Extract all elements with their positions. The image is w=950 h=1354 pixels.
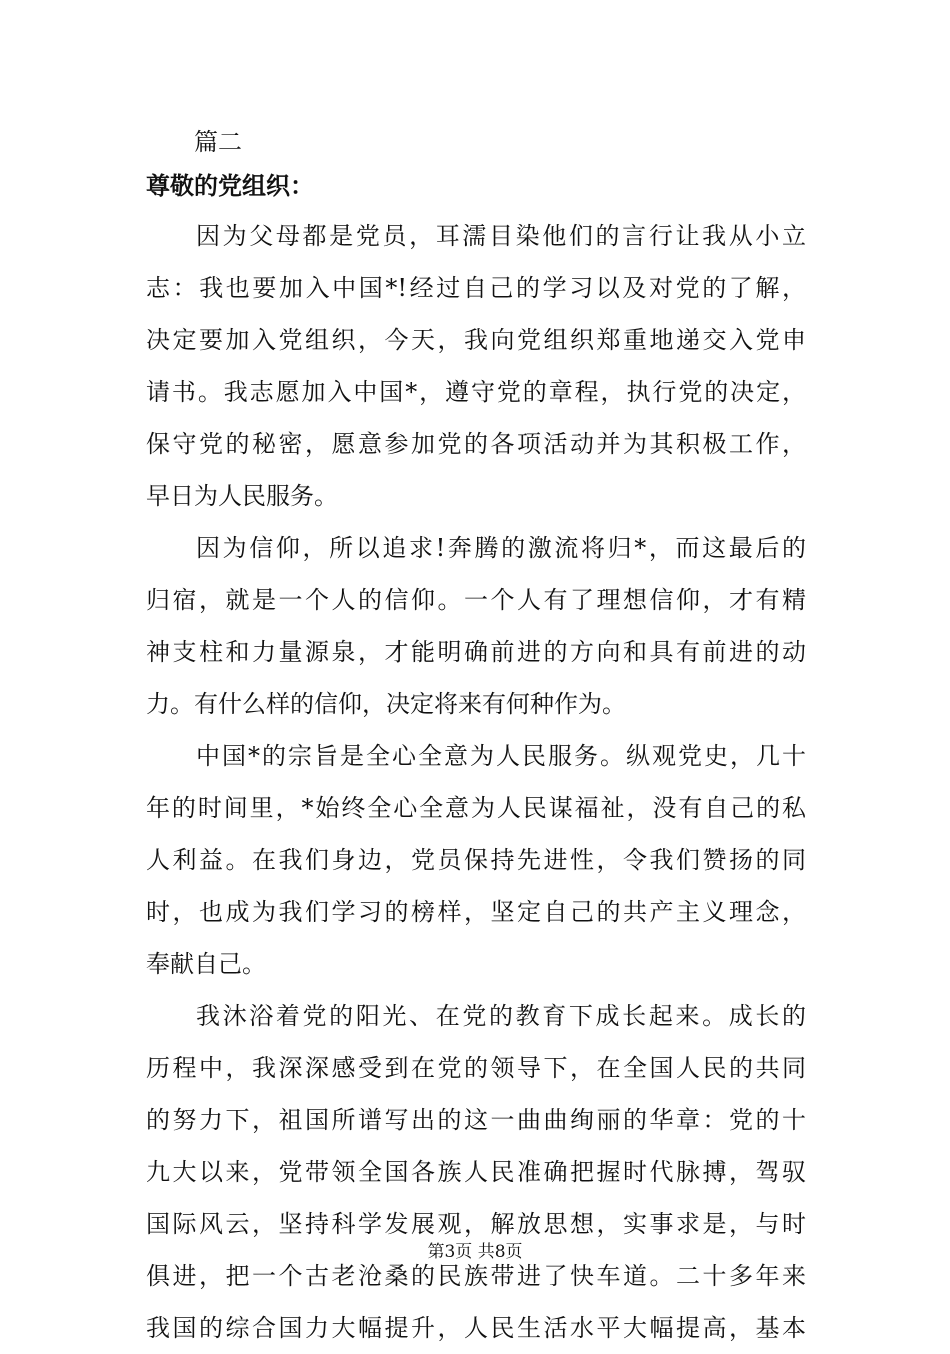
paragraph-line: 力。有什么样的信仰，决定将来有何种作为。: [146, 690, 626, 718]
paragraph-line: 请书。我志愿加入中国*，遵守党的章程，执行党的决定，: [146, 378, 806, 406]
salutation: 尊敬的党组织：: [146, 171, 314, 200]
section-label: 篇二: [194, 128, 242, 156]
paragraph: [146, 730, 806, 990]
paragraph: [146, 990, 806, 1354]
paragraph-list: [146, 210, 806, 1354]
paragraph-line: 决定要加入党组织，今天，我向党组织郑重地递交入党申: [146, 326, 806, 354]
paragraph-line: 志：我也要加入中国*!经过自己的学习以及对党的了解，: [146, 274, 806, 302]
paragraph: [146, 522, 806, 730]
paragraph-line: 年的时间里，*始终全心全意为人民谋福祉，没有自己的私: [146, 794, 806, 822]
document-body: [146, 122, 806, 1354]
paragraph-line: 中国*的宗旨是全心全意为人民服务。纵观党史，几十: [196, 742, 806, 770]
paragraph-line: 早日为人民服务。: [146, 482, 338, 510]
paragraph: [146, 210, 806, 522]
paragraph-line: 因为父母都是党员，耳濡目染他们的言行让我从小立: [196, 222, 806, 250]
paragraph-line: 保守党的秘密，愿意参加党的各项活动并为其积极工作，: [146, 430, 806, 458]
paragraph-line: 人利益。在我们身边，党员保持先进性，令我们赞扬的同: [146, 846, 806, 874]
paragraph-line: 时，也成为我们学习的榜样，坚定自己的共产主义理念，: [146, 898, 806, 926]
paragraph-line: 九大以来，党带领全国各族人民准确把握时代脉搏，驾驭: [146, 1158, 806, 1186]
paragraph-line: 我国的综合国力大幅提升，人民生活水平大幅提高，基本: [146, 1314, 806, 1342]
paragraph-line: 国际风云，坚持科学发展观，解放思想，实事求是，与时: [146, 1210, 806, 1238]
paragraph-line: 俱进，把一个古老沧桑的民族带进了快车道。二十多年来: [146, 1262, 806, 1290]
paragraph-line: 奉献自己。: [146, 950, 266, 978]
paragraph-line: 我沐浴着党的阳光、在党的教育下成长起来。成长的: [196, 1002, 806, 1030]
page-footer: 第3页 共8页: [427, 1242, 523, 1262]
paragraph-line: 的努力下，祖国所谱写出的这一曲曲绚丽的华章：党的十: [146, 1106, 806, 1134]
paragraph-line: 因为信仰，所以追求!奔腾的激流将归*，而这最后的: [196, 534, 806, 562]
paragraph-line: 神支柱和力量源泉，才能明确前进的方向和具有前进的动: [146, 638, 806, 666]
paragraph-line: 历程中，我深深感受到在党的领导下，在全国人民的共同: [146, 1054, 806, 1082]
paragraph-line: 归宿，就是一个人的信仰。一个人有了理想信仰，才有精: [146, 586, 806, 614]
